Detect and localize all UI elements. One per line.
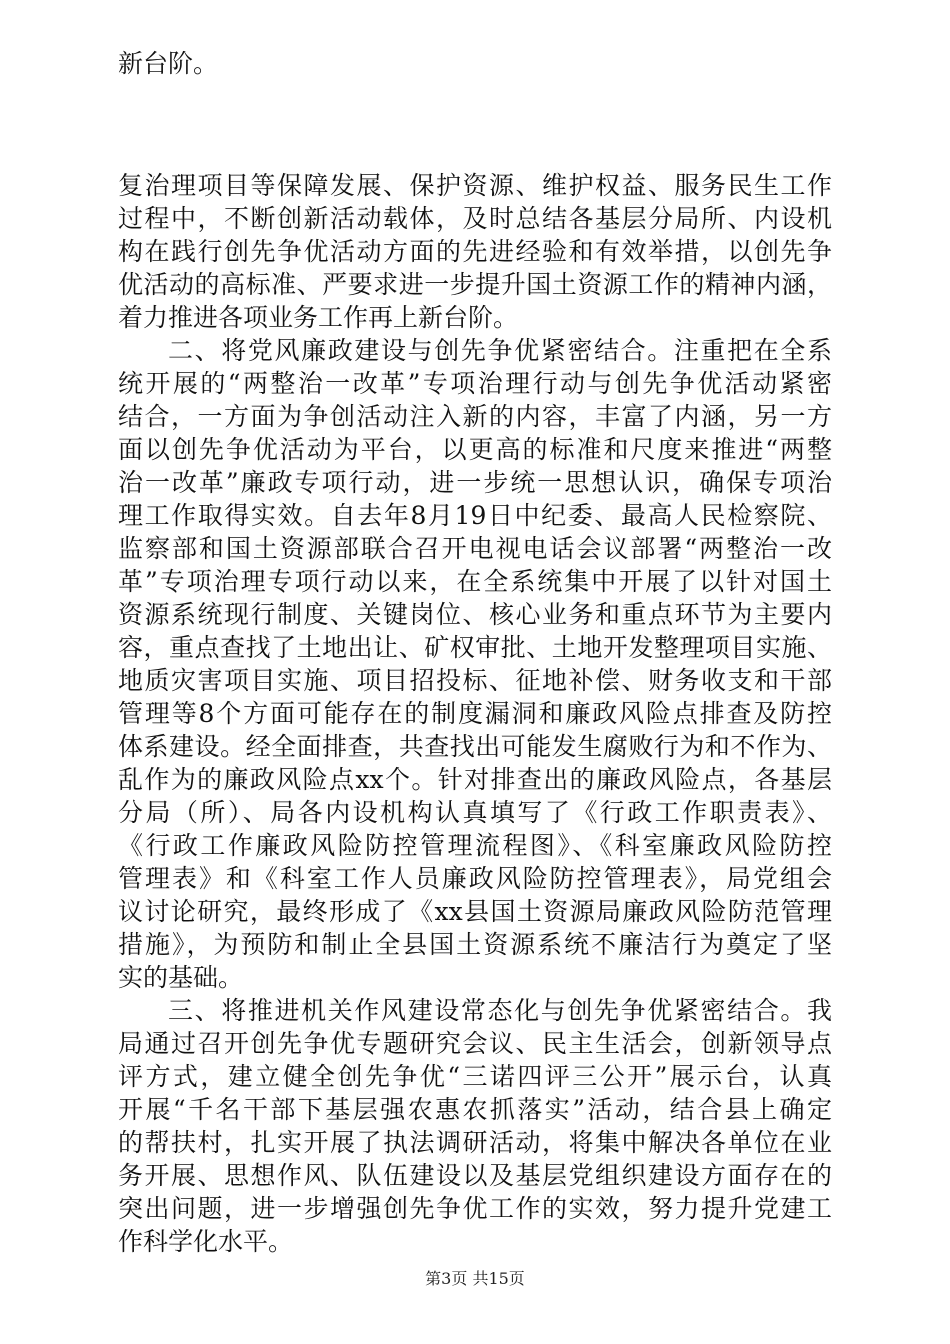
paragraph-2-line: 分局（所）、局各内设机构认真填写了《行政工作职责表》、	[118, 798, 832, 827]
paragraph-2-line: 监察部和国土资源部联合召开电视电话会议部署“两整治一改	[118, 534, 832, 563]
paragraph-3-line: 局通过召开创先争优专题研究会议、民主生活会，创新领导点	[118, 1029, 832, 1058]
paragraph-2-line: 实的基础。	[118, 963, 244, 992]
paragraph-2-line: 议讨论研究，最终形成了《xx县国土资源局廉政风险防范管理	[118, 897, 832, 926]
paragraph-2-line: 乱作为的廉政风险点xx个。针对排查出的廉政风险点，各基层	[118, 765, 832, 794]
paragraph-3-line: 务开展、思想作风、队伍建设以及基层党组织建设方面存在的	[118, 1161, 832, 1190]
paragraph-1-line: 构在践行创先争优活动方面的先进经验和有效举措，以创先争	[118, 237, 832, 266]
paragraph-1-line: 复治理项目等保障发展、保护资源、维护权益、服务民生工作	[118, 171, 832, 200]
paragraph-2-line: 管理等8个方面可能存在的制度漏洞和廉政风险点排查及防控	[118, 699, 832, 728]
paragraph-2-line: 统开展的“两整治一改革”专项治理行动与创先争优活动紧密	[118, 369, 832, 398]
paragraph-3-line: 作科学化水平。	[118, 1227, 294, 1256]
paragraph-1-line: 过程中，不断创新活动载体，及时总结各基层分局所、内设机	[118, 204, 832, 233]
paragraph-2-line: 措施》，为预防和制止全县国土资源系统不廉洁行为奠定了坚	[118, 930, 832, 959]
page-number-footer: 第3页 共15页	[425, 1269, 525, 1288]
paragraph-2-line: 体系建设。经全面排查，共查找出可能发生腐败行为和不作为、	[118, 732, 832, 761]
paragraph-1-line: 着力推进各项业务工作再上新台阶。	[118, 303, 519, 332]
paragraph-2-line: 《行政工作廉政风险防控管理流程图》、《科室廉政风险防控	[118, 831, 832, 860]
paragraph-3-line: 突出问题，进一步增强创先争优工作的实效，努力提升党建工	[118, 1194, 832, 1223]
paragraph-2-line: 理工作取得实效。自去年8月19日中纪委、最高人民检察院、	[118, 501, 832, 530]
paragraph-2-line: 管理表》和《科室工作人员廉政风险防控管理表》，局党组会	[118, 864, 832, 893]
paragraph-1-line: 优活动的高标准、严要求进一步提升国土资源工作的精神内涵，	[118, 270, 832, 299]
text-line-top-fragment: 新台阶。	[118, 49, 219, 78]
paragraph-2-line: 二、将党风廉政建设与创先争优紧密结合。注重把在全系	[168, 336, 832, 365]
paragraph-3-line: 三、将推进机关作风建设常态化与创先争优紧密结合。我	[168, 996, 832, 1025]
paragraph-3-line: 的帮扶村，扎实开展了执法调研活动，将集中解决各单位在业	[118, 1128, 832, 1157]
paragraph-2-line: 治一改革”廉政专项行动，进一步统一思想认识，确保专项治	[118, 468, 832, 497]
paragraph-3-line: 开展“千名干部下基层强农惠农抓落实”活动，结合县上确定	[118, 1095, 832, 1124]
paragraph-2-line: 地质灾害项目实施、项目招投标、征地补偿、财务收支和干部	[118, 666, 832, 695]
paragraph-2-line: 结合，一方面为争创活动注入新的内容，丰富了内涵，另一方	[118, 402, 832, 431]
paragraph-2-line: 面以创先争优活动为平台，以更高的标准和尺度来推进“两整	[118, 435, 832, 464]
paragraph-2-line: 资源系统现行制度、关键岗位、核心业务和重点环节为主要内	[118, 600, 832, 629]
paragraph-2-line: 容，重点查找了土地出让、矿权审批、土地开发整理项目实施、	[118, 633, 832, 662]
paragraph-3-line: 评方式，建立健全创先争优“三诺四评三公开”展示台，认真	[118, 1062, 832, 1091]
paragraph-2-line: 革”专项治理专项行动以来，在全系统集中开展了以针对国土	[118, 567, 832, 596]
